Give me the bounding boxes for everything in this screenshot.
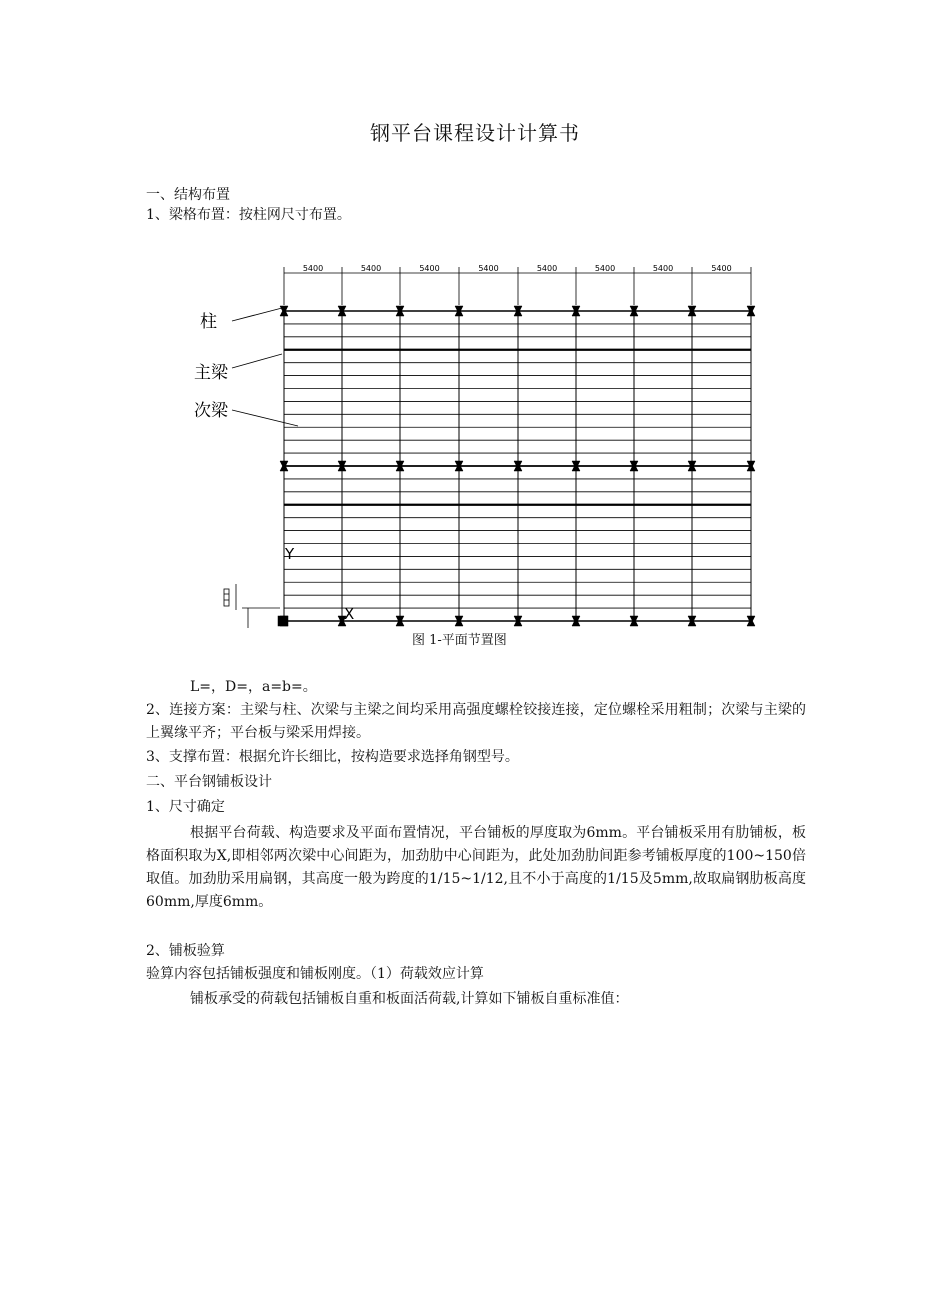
dimension-label: 5400 xyxy=(302,264,324,273)
section-heading-plate: 二、平台钢铺板设计 xyxy=(146,774,272,790)
dimension-label: 5400 xyxy=(360,264,382,273)
connection-scheme-item: 2、连接方案：主梁与柱、次梁与主梁之间均采用高强度螺栓铰接连接，定位螺栓采用粗制；次梁与主梁的上翼缘平齐；平台板与梁采用焊接。 xyxy=(146,702,806,741)
checking-intro-line: 验算内容包括铺板强度和铺板刚度。（1）荷载效应计算 xyxy=(146,966,484,982)
dimension-label: 5400 xyxy=(652,264,674,273)
x-axis-label: X xyxy=(344,605,355,623)
origin-marker xyxy=(278,616,288,626)
dimension-symbol xyxy=(224,589,229,606)
figure-caption: 图 1-平面节置图 xyxy=(412,633,507,648)
beam-grid-item: 1、梁格布置：按柱网尺寸布置。 xyxy=(146,207,351,223)
dimension-label: 5400 xyxy=(419,264,440,273)
dimension-label: 5400 xyxy=(594,264,616,273)
leader-line xyxy=(232,354,282,368)
parameter-line: L=，D=，a=b=。 xyxy=(190,679,317,695)
page-title: 钢平台课程设计计算书 xyxy=(370,121,580,145)
section-heading-layout: 一、结构布置 xyxy=(146,187,230,203)
column-label: 柱 xyxy=(200,312,217,332)
subheading-checking: 2、铺板验算 xyxy=(146,943,225,959)
leader-line xyxy=(232,308,282,321)
leader-line xyxy=(232,410,298,426)
secondary-beam-label: 次梁 xyxy=(194,401,228,421)
subheading-dimensions: 1、尺寸确定 xyxy=(146,799,225,815)
load-paragraph: 铺板承受的荷载包括铺板自重和板面活荷载,计算如下铺板自重标准值： xyxy=(190,991,629,1007)
dimension-label: 5400 xyxy=(711,264,732,273)
dimension-label: 5400 xyxy=(478,264,499,273)
dimension-label: 5400 xyxy=(536,264,558,273)
y-axis-label: Y xyxy=(285,545,295,563)
main-beam-label: 主梁 xyxy=(194,363,228,383)
dimensions-paragraph: 根据平台荷载、构造要求及平面布置情况，平台铺板的厚度取为6mm。平台铺板采用有肋铺板，板格面积取为X,即相邻两次梁中心间距为，加劲肋中心间距为，此处加劲肋间距参考铺板厚度的100~150倍取值。加劲肋采用扁钢，其高度一般为跨度的1/15~1/12,且不小于高度的1/15及5mm,故取扁钢肋板高度60mm,厚度6mm。 xyxy=(146,825,806,910)
bracing-item: 3、支撑布置：根据允许长细比，按构造要求选择角钢型号。 xyxy=(146,749,519,765)
